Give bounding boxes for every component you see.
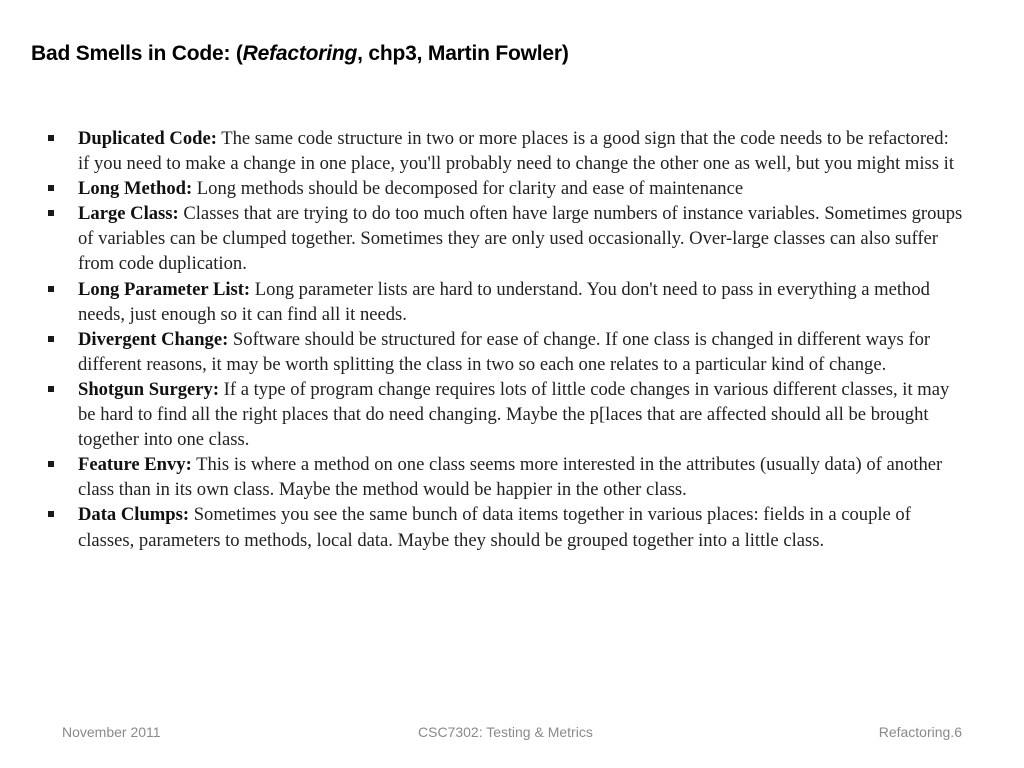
list-item-long-parameter-list [46, 277, 964, 327]
footer-page-number: Refactoring.6 [878, 724, 962, 740]
bullet-term: Long Method: [78, 178, 193, 200]
bullet-text: Long parameter lists are hard to understand. You don't need to pass in everything a method needs, just enough so it can find all it needs. [78, 278, 930, 325]
bullet-term: Feature Envy: [78, 454, 192, 476]
slide-title [31, 42, 569, 66]
bullet-text: Sometimes you see the same bunch of data items together in various places: fields in a couple of classes, parameters to methods, local data. Maybe they should be grouped together into a little class. [78, 504, 911, 551]
bullet-term: Divergent Change: [78, 328, 229, 350]
bullet-text: Software should be structured for ease of change. If one class is changed in different ways for different reasons, it may be worth splitting the class in two so each one relates to a particular kind of change. [78, 328, 931, 375]
square-bullet-icon [48, 386, 54, 392]
list-item-data-clumps [46, 502, 964, 552]
bad-smells-list [46, 126, 964, 553]
square-bullet-icon [48, 135, 54, 141]
list-item-feature-envy [46, 452, 964, 502]
footer-course: CSC7302: Testing & Metrics [418, 724, 593, 740]
list-item-long-method [46, 176, 964, 201]
bullet-text: If a type of program change requires lots of little code changes in various different classes, it may be hard to find all the right places that do need changing. Maybe the p[laces that are affected should all be brought together into one class. [78, 378, 950, 451]
bullet-text: Classes that are trying to do too much often have large numbers of instance variables. Sometimes groups of variables can be clumped together. Sometimes they are only used occasionally. Over-large classes can also suffer from code duplication. [78, 203, 963, 275]
bullet-text: Long methods should be decomposed for clarity and ease of maintenance [192, 178, 744, 200]
list-item-shotgun-surgery [46, 377, 964, 452]
square-bullet-icon [48, 336, 54, 342]
bullet-term: Data Clumps: [78, 504, 190, 526]
bullet-text: This is where a method on one class seems more interested in the attributes (usually data) of another class than in its own class. Maybe the method would be happier in the other class. [78, 454, 943, 501]
bullet-term: Shotgun Surgery: [78, 378, 220, 400]
bullet-term: Long Parameter List: [78, 278, 251, 300]
title-book: Refactoring [242, 42, 358, 65]
list-item-duplicated-code [46, 126, 964, 176]
footer-date: November 2011 [62, 724, 161, 740]
list-item-large-class [46, 201, 964, 276]
square-bullet-icon [48, 511, 54, 517]
square-bullet-icon [48, 185, 54, 191]
title-suffix: , chp3, Martin Fowler) [357, 42, 569, 65]
list-item-divergent-change [46, 327, 964, 377]
bullet-text: The same code structure in two or more places is a good sign that the code needs to be refactored: if you need to make a change in one place, you'll probably need to change the other one as well, but you might miss it [78, 128, 954, 175]
square-bullet-icon [48, 286, 54, 292]
bullet-term: Duplicated Code: [78, 128, 217, 149]
bullet-term: Large Class: [78, 203, 179, 225]
square-bullet-icon [48, 461, 54, 467]
square-bullet-icon [48, 210, 54, 216]
title-prefix: Bad Smells in Code: ( [31, 42, 243, 65]
